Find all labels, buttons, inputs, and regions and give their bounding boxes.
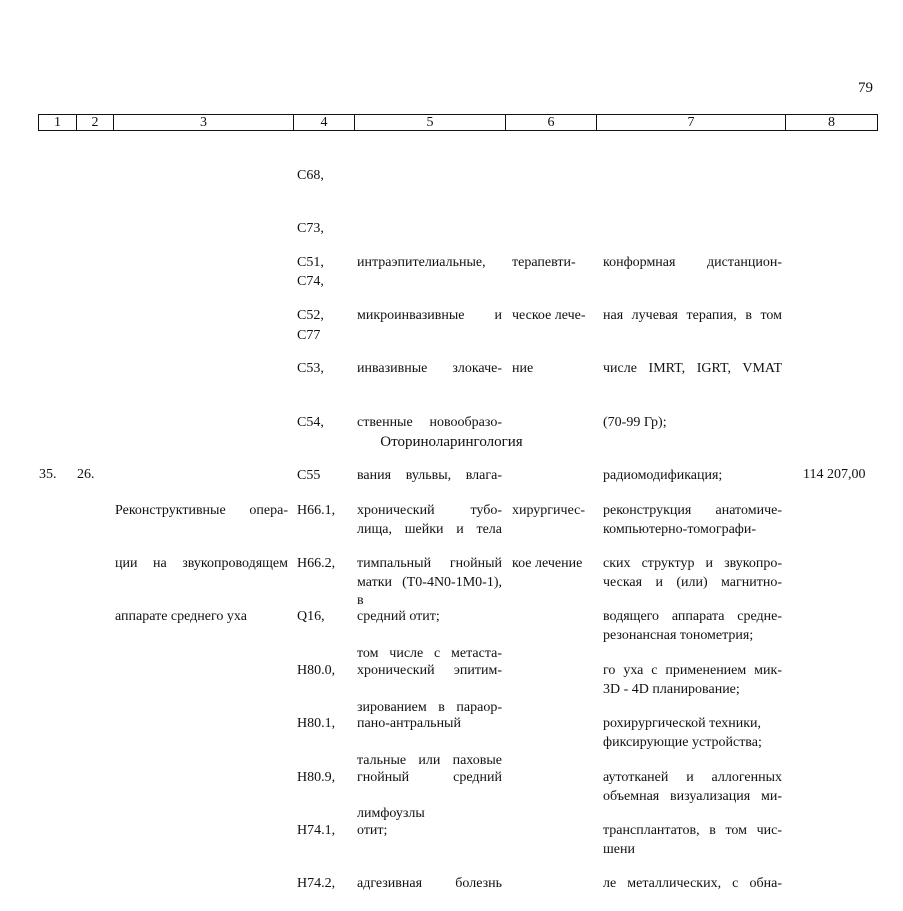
section-title: Оториноларингология — [380, 434, 523, 450]
text-line: аутотканей и аллогенных — [603, 769, 782, 785]
row-b-procedure-name — [115, 466, 288, 644]
row-a-codes — [297, 218, 324, 503]
text-line: адгезивная болезнь — [357, 876, 502, 892]
text-line: тальные или паховые — [357, 752, 502, 768]
code-item: C55 — [297, 468, 321, 484]
code-item: Q16, — [297, 609, 325, 625]
text-line: том числе с метаста- — [357, 646, 502, 662]
text-line: компьютерно-томографи- — [603, 521, 757, 537]
column-header-row — [38, 114, 878, 131]
text-line: хирургичес- — [512, 502, 586, 518]
text-line: Реконструктивные опера- — [115, 502, 288, 518]
text-line: пано-антральный — [357, 716, 461, 732]
row-b-codes — [297, 466, 335, 911]
text-line: объемная визуализация ми- — [603, 788, 782, 804]
code-item: C77 — [297, 327, 321, 343]
code-item: C53, — [297, 361, 324, 377]
row-b-number: 35. — [39, 467, 57, 482]
column-number-2: 2 — [77, 115, 114, 131]
text-line: фиксирующие устройства; — [603, 735, 762, 751]
text-line: хронический тубо- — [357, 502, 502, 518]
column-number-1: 1 — [39, 115, 77, 131]
code-item: H80.1, — [297, 716, 336, 732]
text-line: го уха с применением мик- — [603, 662, 782, 678]
text-line: матки (T0-4N0-1M0-1), в — [357, 574, 502, 608]
column-number-4: 4 — [294, 115, 355, 131]
text-line: ческая и (или) магнитно- — [603, 574, 782, 590]
text-line: ции на звукопроводящем — [115, 555, 288, 571]
column-number-6: 6 — [506, 115, 597, 131]
code-item: C73, — [297, 220, 324, 236]
text-line: трансплантатов, в том чис- — [603, 822, 782, 838]
text-line: шени — [603, 841, 635, 857]
row-b-patient-model — [357, 466, 502, 911]
text-line: (70-99 Гр); — [603, 414, 667, 430]
row-b-treatment-type — [512, 466, 585, 591]
text-line: гнойный средний — [357, 769, 502, 785]
text-line: аппарате среднего уха — [115, 609, 247, 625]
text-line: ственные новообразо- — [357, 414, 502, 430]
text-line: отит; — [357, 822, 388, 838]
text-line: водящего аппарата средне- — [603, 609, 782, 625]
code-item: C51, — [297, 254, 324, 270]
text-line: лища, шейки и тела — [357, 521, 502, 537]
column-number-5: 5 — [355, 115, 506, 131]
text-line: 3D - 4D планирование; — [603, 681, 740, 697]
code-item: H66.1, — [297, 502, 336, 518]
code-item: C54, — [297, 414, 324, 430]
row-b-group-number: 26. — [77, 467, 95, 482]
code-item: H74.1, — [297, 822, 336, 838]
text-line: рохирургической техники, — [603, 716, 762, 732]
column-number-3: 3 — [114, 115, 294, 131]
text-line: терапевти- — [512, 254, 576, 270]
code-item: C52, — [297, 307, 324, 323]
code-item: C68, — [297, 167, 324, 183]
text-line: ле металлических, с обна- — [603, 876, 782, 892]
text-line: микроинвазивные и — [357, 307, 502, 323]
text-line: ная лучевая терапия, в том — [603, 307, 782, 323]
code-item: H80.0, — [297, 662, 336, 678]
text-line: ских структур и звукопро- — [603, 555, 782, 571]
text-line: ние — [512, 361, 534, 377]
text-line: кое лечение — [512, 555, 583, 571]
column-number-7: 7 — [597, 115, 786, 131]
text-line: ческое лече- — [512, 307, 586, 323]
text-line: средний отит; — [357, 609, 440, 625]
text-line: числе IMRT, IGRT, VMAT — [603, 361, 782, 377]
code-item: C74, — [297, 274, 324, 290]
page-number: 79 — [858, 80, 873, 96]
text-line: интраэпителиальные, — [357, 254, 486, 270]
text-line: конформная дистанцион- — [603, 254, 782, 270]
column-number-8: 8 — [786, 115, 878, 131]
text-line: вания вульвы, влага- — [357, 468, 502, 484]
row-b-treatment-method — [603, 466, 782, 911]
text-line: тимпальный гнойный — [357, 555, 502, 571]
text-line: инвазивные злокаче- — [357, 361, 502, 377]
row-b-cost: 114 207,00 — [803, 467, 866, 482]
text-line: радиомодификация; — [603, 468, 723, 484]
code-item: H80.9, — [297, 769, 336, 785]
text-line: резонансная тонометрия; — [603, 628, 754, 644]
text-line: хронический эпитим- — [357, 662, 502, 678]
text-line: реконструкция анатомиче- — [603, 502, 782, 518]
text-line: зированием в парaор- — [357, 699, 502, 715]
code-item: H66.2, — [297, 555, 336, 571]
row-a-treatment-type — [512, 218, 586, 396]
text-line: лимфоузлы — [357, 806, 425, 822]
code-item: H74.2, — [297, 876, 336, 892]
